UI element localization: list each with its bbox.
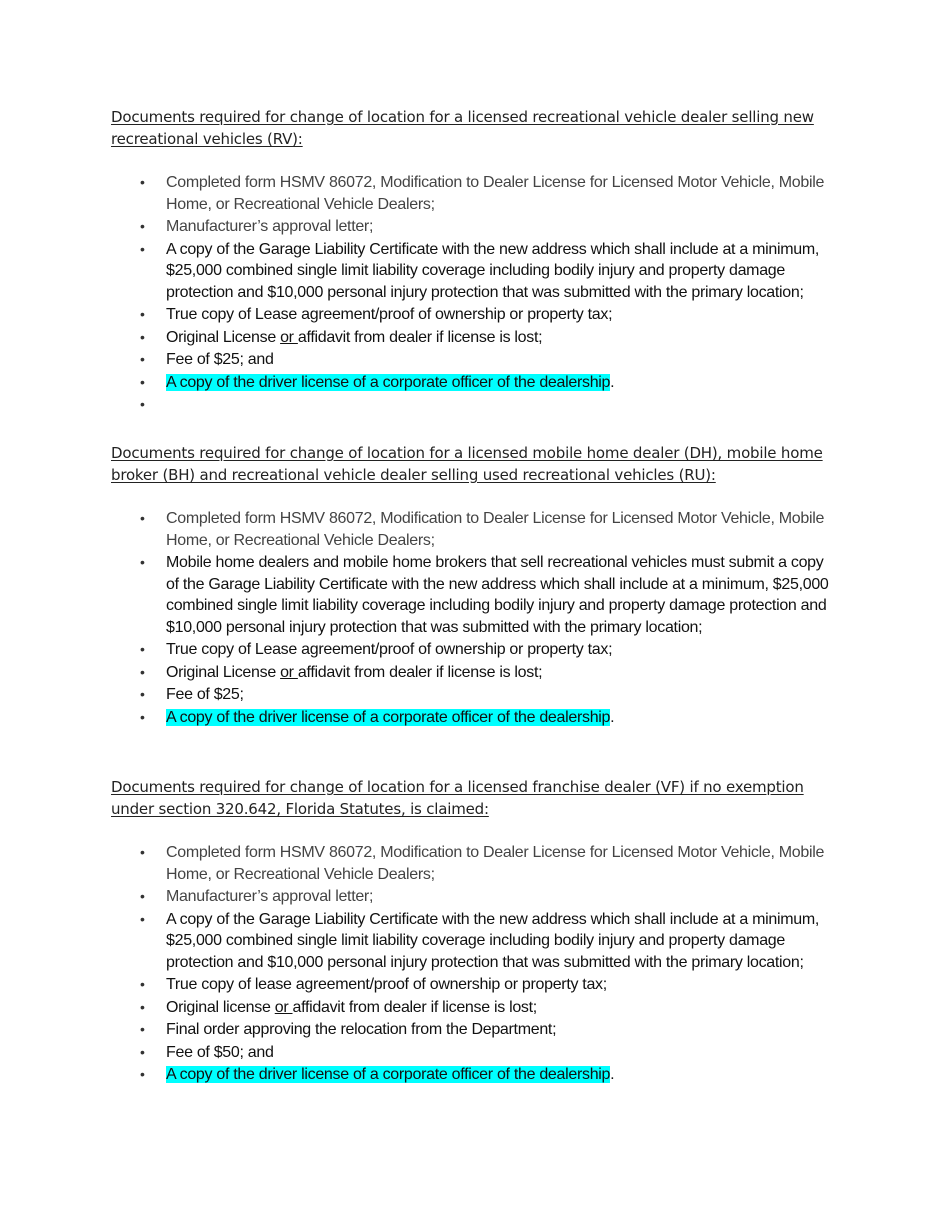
list-item: • A copy of the Garage Liability Certificate with the new address which shall include at a minimum, $25,000 combined single limit liability coverage including bodily injury and property damage protection and $10,000 personal injury protection that was submitted with the primary location; bbox=[0, 909, 950, 974]
section2-list bbox=[0, 508, 950, 729]
list-item: • Completed form HSMV 86072, Modification to Dealer License for Licensed Motor Vehicle, Mobile Home, or Recreational Vehicle Dealers; bbox=[0, 842, 950, 885]
section3-heading: Documents required for change of location for a licensed franchise dealer (VF) if no exemption under section 320.642, Florida Statutes, is claimed: bbox=[111, 778, 804, 818]
highlighted-text: A copy of the driver license of a corporate officer of the dealership bbox=[166, 373, 611, 391]
highlighted-text: A copy of the driver license of a corporate officer of the dealership bbox=[166, 1066, 611, 1083]
empty-list-item bbox=[0, 394, 950, 415]
list-item: • Completed form HSMV 86072, Modification to Dealer License for Licensed Motor Vehicle, Mobile Home, or Recreational Vehicle Dealers; bbox=[0, 508, 950, 551]
list-item: • Fee of $25; bbox=[0, 684, 950, 706]
highlighted-text: A copy of the driver license of a corporate officer of the dealership bbox=[166, 708, 611, 726]
section2-heading: Documents required for change of location for a licensed mobile home dealer (DH), mobile home broker (BH) and recreational vehicle dealer selling used recreational vehicles (RU): bbox=[111, 444, 823, 484]
list-item: • Final order approving the relocation from the Department; bbox=[0, 1019, 950, 1041]
section1-heading: Documents required for change of location for a licensed recreational vehicle dealer selling new recreational vehicles (RV): bbox=[111, 108, 814, 148]
list-item: • True copy of Lease agreement/proof of ownership or property tax; bbox=[0, 639, 950, 661]
list-item: • A copy of the driver license of a corporate officer of the dealership. bbox=[0, 372, 950, 394]
list-item: • True copy of lease agreement/proof of ownership or property tax; bbox=[0, 974, 950, 996]
list-item: • Original License or affidavit from dealer if license is lost; bbox=[0, 662, 950, 684]
list-item: • Fee of $25; and bbox=[0, 349, 950, 371]
list-item: • Manufacturer’s approval letter; bbox=[0, 216, 950, 238]
list-item: • Original license or affidavit from dealer if license is lost; bbox=[0, 997, 950, 1019]
list-item: • Manufacturer’s approval letter; bbox=[0, 886, 950, 908]
section3-list bbox=[0, 842, 950, 1087]
section1-list bbox=[0, 172, 950, 416]
list-item: • Mobile home dealers and mobile home brokers that sell recreational vehicles must submit a copy of the Garage Liability Certificate with the new address which shall include at a minimum, $25,000 combined single limit liability coverage including bodily injury and property damage protection and $10,000 personal injury protection that was submitted with the primary location; bbox=[0, 552, 950, 638]
list-item: • Original License or affidavit from dealer if license is lost; bbox=[0, 327, 950, 349]
list-item: • Completed form HSMV 86072, Modification to Dealer License for Licensed Motor Vehicle, Mobile Home, or Recreational Vehicle Dealers; bbox=[0, 172, 950, 215]
list-item: • True copy of Lease agreement/proof of ownership or property tax; bbox=[0, 304, 950, 326]
list-item: • A copy of the driver license of a corporate officer of the dealership. bbox=[0, 1064, 950, 1086]
list-item: • A copy of the Garage Liability Certificate with the new address which shall include at a minimum, $25,000 combined single limit liability coverage including bodily injury and property damage protection and $10,000 personal injury protection that was submitted with the primary location; bbox=[0, 239, 950, 304]
list-item: • A copy of the driver license of a corporate officer of the dealership. bbox=[0, 707, 950, 729]
list-item: • Fee of $50; and bbox=[0, 1042, 950, 1064]
